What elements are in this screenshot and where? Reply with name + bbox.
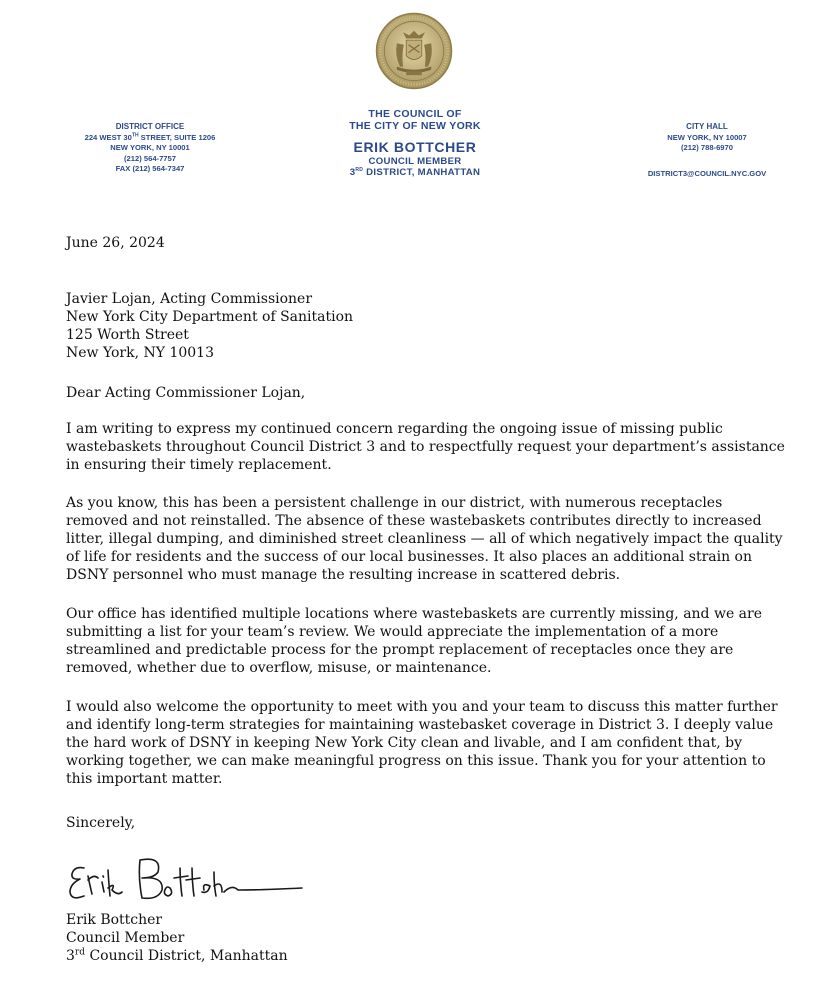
district-office-title: DISTRICT OFFICE [115,122,185,131]
city-hall-block [618,122,796,179]
body-paragraph-3: Our office has identified multiple locations where wastebaskets are currently missing, and we are submitting a list for your team’s review. We would appreciate the implementation of a more streamlined and predictable process for the prompt replacement of receptacles once they are removed, whether due to overflow, misuse, or maintenance. [66,606,763,676]
letter-date: June 26, 2024 [66,235,165,251]
district-office-city: NEW YORK, NY 10001 [110,143,190,153]
district-office-phone: (212) 564-7757 [124,153,176,163]
council-block [300,108,530,178]
recipient-line-3: 125 Worth Street [66,327,189,343]
district-office-fax: FAX (212) 564-7347 [115,164,185,174]
city-hall-title: CITY HALL [686,122,728,131]
signer-district: 3rd Council District, Manhattan [66,947,288,964]
body-paragraph-1: I am writing to express my continued concern regarding the ongoing issue of missing public wastebaskets throughout Council District 3 and to respectfully request your department’s assistance in ensuring their timely replacement. [66,421,785,473]
council-member-name: ERIK BOTTCHER [353,139,477,155]
district-office-street: 224 WEST 30TH STREET, SUITE 1206 [84,132,216,142]
closing: Sincerely, [66,815,136,831]
signer-role: Council Member [66,930,185,946]
signature-block [66,911,786,965]
body-paragraph-4: I would also welcome the opportunity to meet with you and your team to discuss this matter further and identify long-term strategies for maintaining wastebasket coverage in District 3. I deeply value the hard work of DSNY in keeping New York City clean and livable, and I am confident that, by working together, we can make meaningful progress on this issue. Thank you for your attention to this important matter. [66,699,778,787]
council-line-2: THE CITY OF NEW YORK [349,120,481,132]
signer-name: Erik Bottcher [66,912,163,928]
council-line-1: THE COUNCIL OF [368,108,462,120]
council-district: 3RD DISTRICT, MANHATTAN [349,166,481,178]
recipient-line-2: New York City Department of Sanitation [66,309,354,325]
salutation: Dear Acting Commissioner Lojan, [66,385,306,401]
recipient-address [66,290,786,362]
recipient-line-4: New York, NY 10013 [66,345,214,361]
city-hall-email[interactable]: DISTRICT3@COUNCIL.NYC.GOV [647,168,767,178]
council-member-role: COUNCIL MEMBER [368,156,462,167]
recipient-line-1: Javier Lojan, Acting Commissioner [66,291,313,307]
city-hall-phone: (212) 788-6970 [681,143,733,153]
body-paragraph-2: As you know, this has been a persistent challenge in our district, with numerous receptacles removed and not reinstalled. The absence of these wastebaskets contributes directly to increased litter, illegal dumping, and diminished street cleanliness — all of which negatively impact the quality of life for residents and the success of our local businesses. It also places an additional strain on DSNY personnel who must manage the resulting increase in scattered debris. [66,495,783,583]
city-seal-icon [375,12,453,90]
city-hall-city: NEW YORK, NY 10007 [667,132,747,142]
handwritten-signature [62,846,312,908]
district-office-block [50,122,250,175]
